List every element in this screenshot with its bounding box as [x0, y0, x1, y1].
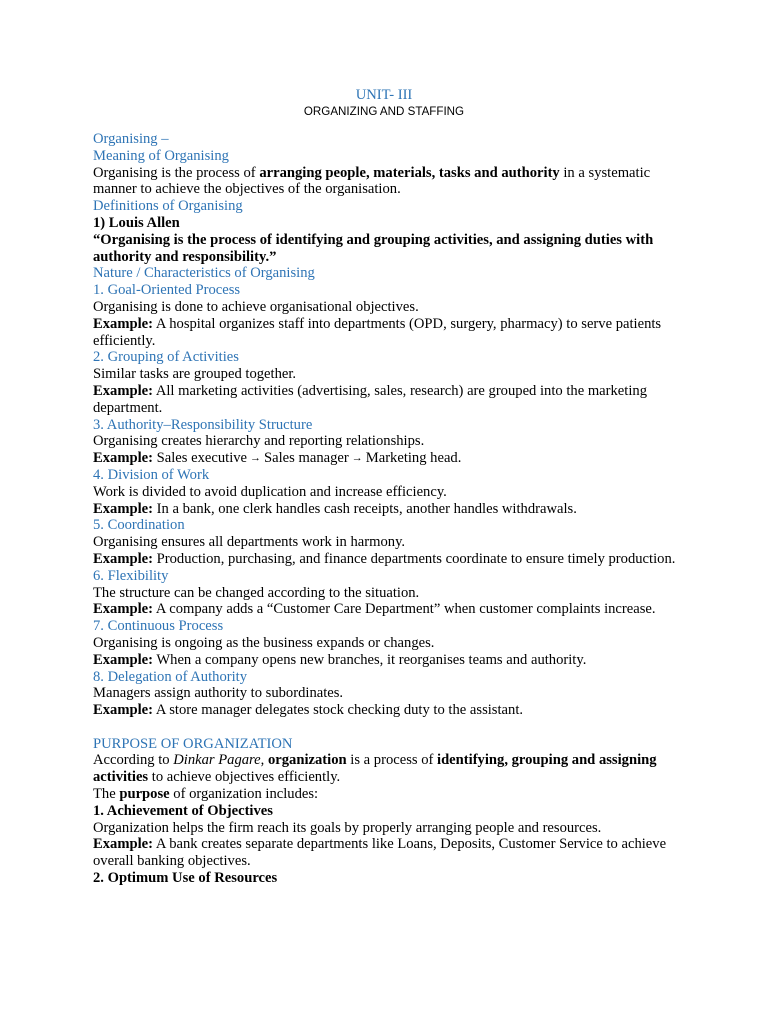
- example-text: All marketing activities (advertising, sales, research) are grouped into the marketing department.: [93, 382, 647, 416]
- example-text: A company adds a “Customer Care Department” when customer complaints increase.: [153, 601, 656, 618]
- example-text: A hospital organizes staff into departments (OPD, surgery, pharmacy) to serve patients efficiently.: [93, 315, 662, 349]
- purpose-bold-word: purpose: [119, 786, 170, 803]
- right-arrow-icon: →: [250, 452, 262, 465]
- nature-item-text: The structure can be changed according to the situation.: [93, 584, 420, 601]
- nature-item-text: Organising creates hierarchy and reporting relationships.: [93, 433, 425, 450]
- according-author: Dinkar Pagare: [173, 752, 261, 769]
- nature-item-example: [93, 702, 683, 719]
- nature-item-example: [93, 551, 683, 568]
- nature-item-title: 5. Coordination: [93, 517, 185, 534]
- nature-item-title: 4. Division of Work: [93, 466, 210, 483]
- example-label: Example:: [93, 702, 153, 719]
- purpose-item-title: 1. Achievement of Objectives: [93, 802, 273, 819]
- nature-item-title: 3. Authority–Responsibility Structure: [93, 416, 313, 433]
- example-label: Example:: [93, 450, 153, 467]
- example-text: In a bank, one clerk handles cash receipts, another handles withdrawals.: [153, 500, 577, 517]
- according-bold-term: organization: [267, 752, 347, 769]
- example-text: A store manager delegates stock checking duty to the assistant.: [153, 702, 524, 719]
- meaning-heading: Meaning of Organising: [93, 147, 229, 164]
- according-bold-phrase: identifying, grouping and assigning activities: [93, 752, 657, 786]
- page-subtitle: ORGANIZING AND STAFFING: [303, 105, 465, 118]
- according-comma: ,: [260, 752, 268, 769]
- nature-item-title: 7. Continuous Process: [93, 618, 224, 635]
- example-label: Example:: [93, 315, 153, 332]
- according-text-end: to achieve objectives efficiently.: [148, 769, 341, 786]
- nature-item-title: 8. Delegation of Authority: [93, 668, 248, 685]
- spacer: [93, 719, 683, 736]
- definitions-heading: Definitions of Organising: [93, 198, 243, 215]
- nature-item-title: 1. Goal-Oriented Process: [93, 282, 241, 299]
- example-label: Example:: [93, 382, 153, 399]
- meaning-paragraph: [93, 165, 683, 199]
- nature-item-example: [93, 450, 683, 467]
- meaning-bold-text: arranging people, materials, tasks and authority: [259, 164, 560, 181]
- nature-item-example: [93, 316, 683, 350]
- purpose-includes: [93, 786, 683, 803]
- nature-item-text: Organising ensures all departments work in harmony.: [93, 534, 406, 551]
- definition-author: 1) Louis Allen: [93, 214, 180, 231]
- nature-item-example: [93, 652, 683, 669]
- nature-item-text: Managers assign authority to subordinates.: [93, 685, 344, 702]
- nature-item-title: 6. Flexibility: [93, 567, 169, 584]
- according-text-mid: is a process of: [346, 752, 438, 769]
- definition-quote: “Organising is the process of identifying and grouping activities, and assigning duties with authority and responsibility.”: [93, 231, 654, 265]
- nature-item-example: [93, 501, 683, 518]
- nature-item-text: Work is divided to avoid duplication and increase efficiency.: [93, 483, 447, 500]
- document-body: [93, 131, 683, 887]
- meaning-text: Organising is the process of: [93, 164, 260, 181]
- example-text: When a company opens new branches, it reorganises teams and authority.: [153, 651, 587, 668]
- purpose-item-text: Organization helps the firm reach its goals by properly arranging people and resources.: [93, 819, 602, 836]
- nature-item-example: [93, 383, 683, 417]
- example-label: Example:: [93, 651, 153, 668]
- purpose-text-end: of organization includes:: [169, 786, 319, 803]
- purpose-heading: PURPOSE OF ORGANIZATION: [93, 735, 293, 752]
- right-arrow-icon: →: [351, 452, 363, 465]
- example-text: Marketing head.: [365, 450, 462, 467]
- nature-item-text: Organising is done to achieve organisational objectives.: [93, 298, 419, 315]
- example-label: Example:: [93, 836, 153, 853]
- example-text: Sales manager: [264, 450, 349, 467]
- unit-title: UNIT- III: [355, 87, 413, 103]
- according-text: According to: [93, 752, 174, 769]
- nature-heading: Nature / Characteristics of Organising: [93, 265, 315, 282]
- section-heading-organising: Organising –: [93, 131, 169, 147]
- nature-item-text: Organising is ongoing as the business expands or changes.: [93, 634, 435, 651]
- nature-item-example: [93, 601, 683, 618]
- purpose-text: The: [93, 786, 120, 803]
- nature-item-title: 2. Grouping of Activities: [93, 349, 239, 366]
- example-label: Example:: [93, 601, 153, 618]
- purpose-item-title: 2. Optimum Use of Resources: [93, 870, 278, 887]
- example-text: Sales executive: [156, 450, 248, 467]
- nature-item-text: Similar tasks are grouped together.: [93, 366, 297, 383]
- example-text: Production, purchasing, and finance departments coordinate to ensure timely production.: [153, 550, 676, 567]
- example-label: Example:: [93, 500, 153, 517]
- meaning-text-end: in a systematic manner to achieve the objectives of the organisation.: [93, 164, 651, 198]
- purpose-item-example: [93, 836, 683, 870]
- example-label: Example:: [93, 550, 153, 567]
- example-text: A bank creates separate departments like Loans, Deposits, Customer Service to achieve overall banking objectives.: [93, 836, 667, 870]
- purpose-according-paragraph: [93, 752, 683, 786]
